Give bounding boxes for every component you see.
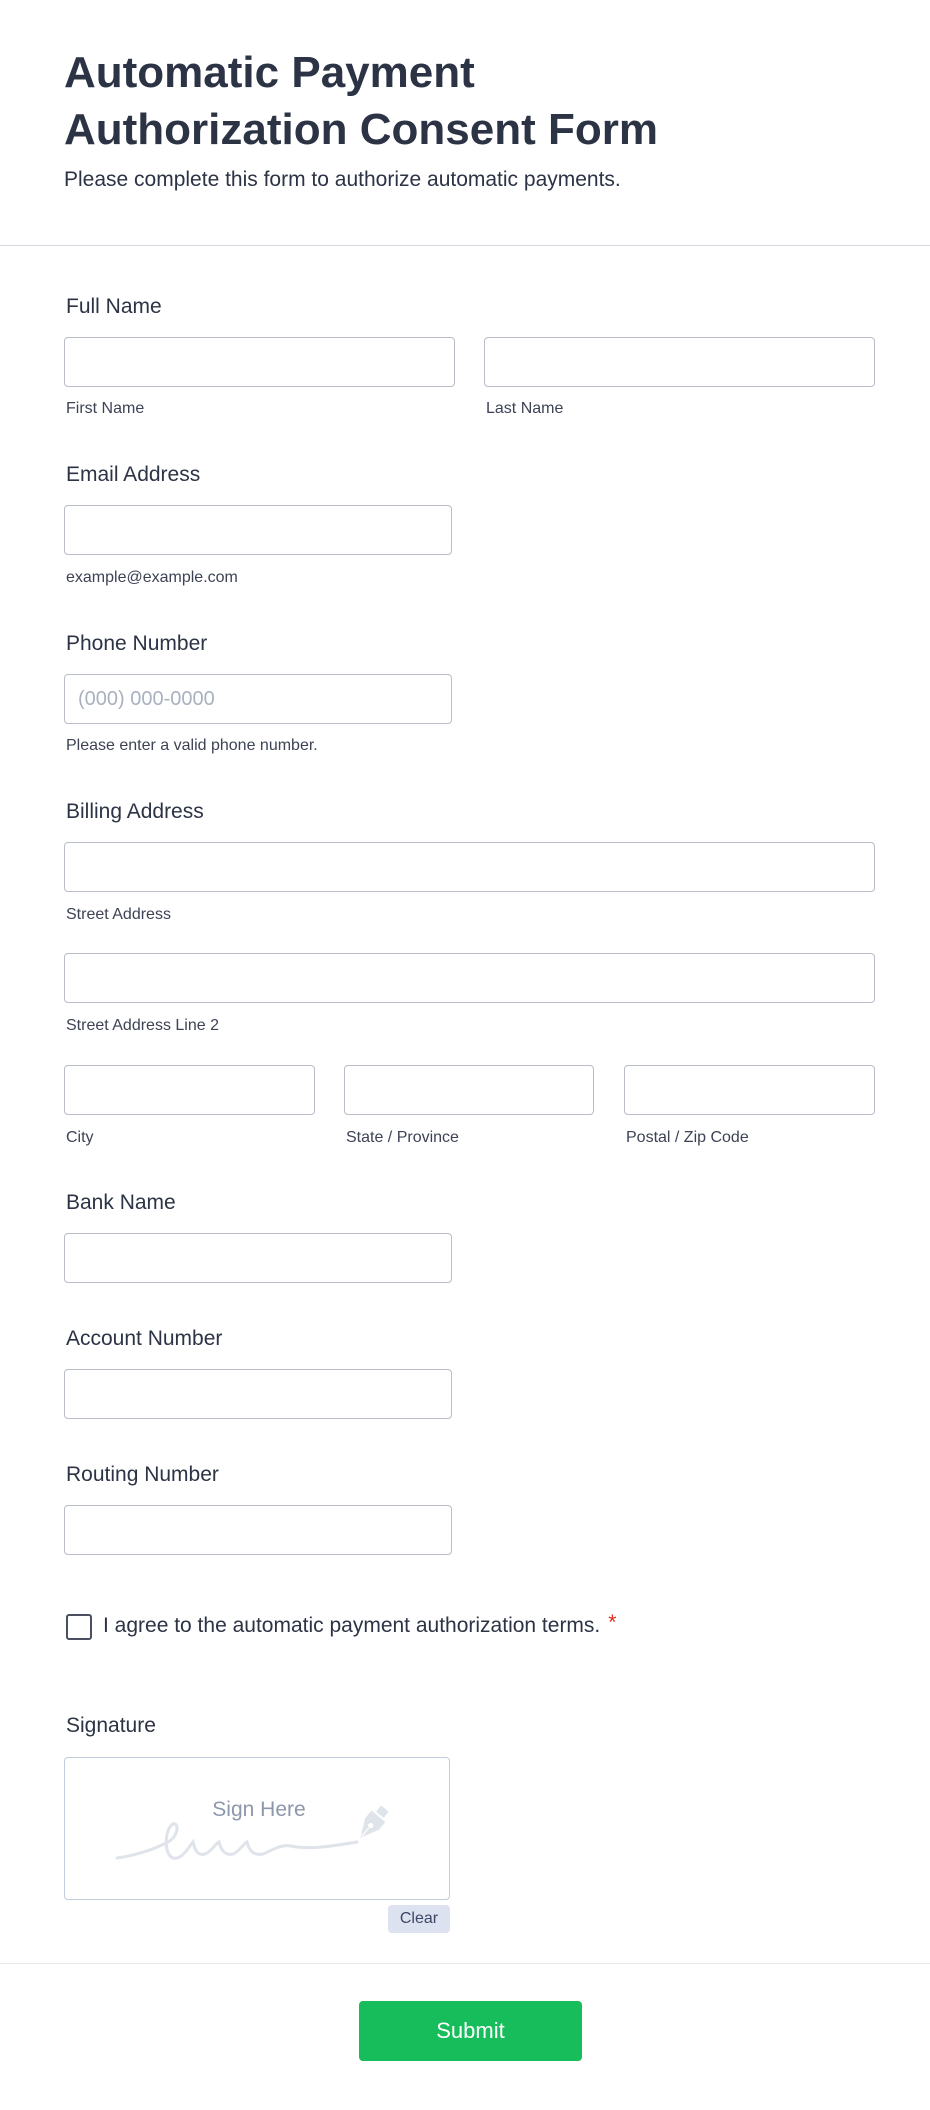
email-input[interactable] bbox=[64, 505, 452, 555]
bank-name-input[interactable] bbox=[64, 1233, 452, 1283]
sign-here-hint: Sign Here bbox=[212, 1798, 306, 1821]
street-address-line2-input[interactable] bbox=[64, 953, 875, 1003]
postal-zip-input[interactable] bbox=[624, 1065, 875, 1115]
state-province-sublabel: State / Province bbox=[346, 1129, 459, 1146]
agree-terms-label bbox=[103, 1612, 616, 1640]
required-asterisk: * bbox=[608, 1611, 617, 1634]
last-name-input[interactable] bbox=[484, 337, 875, 387]
footer-divider bbox=[0, 1963, 930, 1964]
signature-label: Signature bbox=[66, 1714, 156, 1737]
phone-sublabel: Please enter a valid phone number. bbox=[66, 737, 318, 754]
submit-button[interactable]: Submit bbox=[359, 2001, 582, 2061]
pen-nib-icon bbox=[350, 1802, 394, 1846]
form-header bbox=[0, 0, 930, 246]
bank-name-label: Bank Name bbox=[66, 1191, 176, 1214]
billing-address-label: Billing Address bbox=[66, 800, 204, 823]
clear-signature-button[interactable]: Clear bbox=[388, 1905, 450, 1933]
account-number-input[interactable] bbox=[64, 1369, 452, 1419]
street-address-input[interactable] bbox=[64, 842, 875, 892]
city-input[interactable] bbox=[64, 1065, 315, 1115]
phone-label: Phone Number bbox=[66, 632, 208, 655]
email-label: Email Address bbox=[66, 463, 201, 486]
signature-pad[interactable] bbox=[64, 1757, 450, 1900]
routing-number-label: Routing Number bbox=[66, 1463, 219, 1486]
postal-zip-sublabel: Postal / Zip Code bbox=[626, 1129, 749, 1146]
first-name-input[interactable] bbox=[64, 337, 455, 387]
form-title: Automatic Payment Authorization Consent Form bbox=[64, 48, 658, 154]
email-sublabel: example@example.com bbox=[66, 569, 238, 586]
agree-terms-text: I agree to the automatic payment authorization terms. bbox=[103, 1614, 601, 1637]
form-subtitle: Please complete this form to authorize automatic payments. bbox=[64, 168, 621, 191]
first-name-sublabel: First Name bbox=[66, 400, 145, 417]
state-province-input[interactable] bbox=[344, 1065, 594, 1115]
routing-number-input[interactable] bbox=[64, 1505, 452, 1555]
street-address-line2-sublabel: Street Address Line 2 bbox=[66, 1017, 219, 1034]
agree-terms-checkbox[interactable] bbox=[66, 1614, 92, 1640]
account-number-label: Account Number bbox=[66, 1327, 223, 1350]
city-sublabel: City bbox=[66, 1129, 94, 1146]
street-address-sublabel: Street Address bbox=[66, 906, 171, 923]
phone-input[interactable] bbox=[64, 674, 452, 724]
full-name-label: Full Name bbox=[66, 295, 162, 318]
last-name-sublabel: Last Name bbox=[486, 400, 564, 417]
